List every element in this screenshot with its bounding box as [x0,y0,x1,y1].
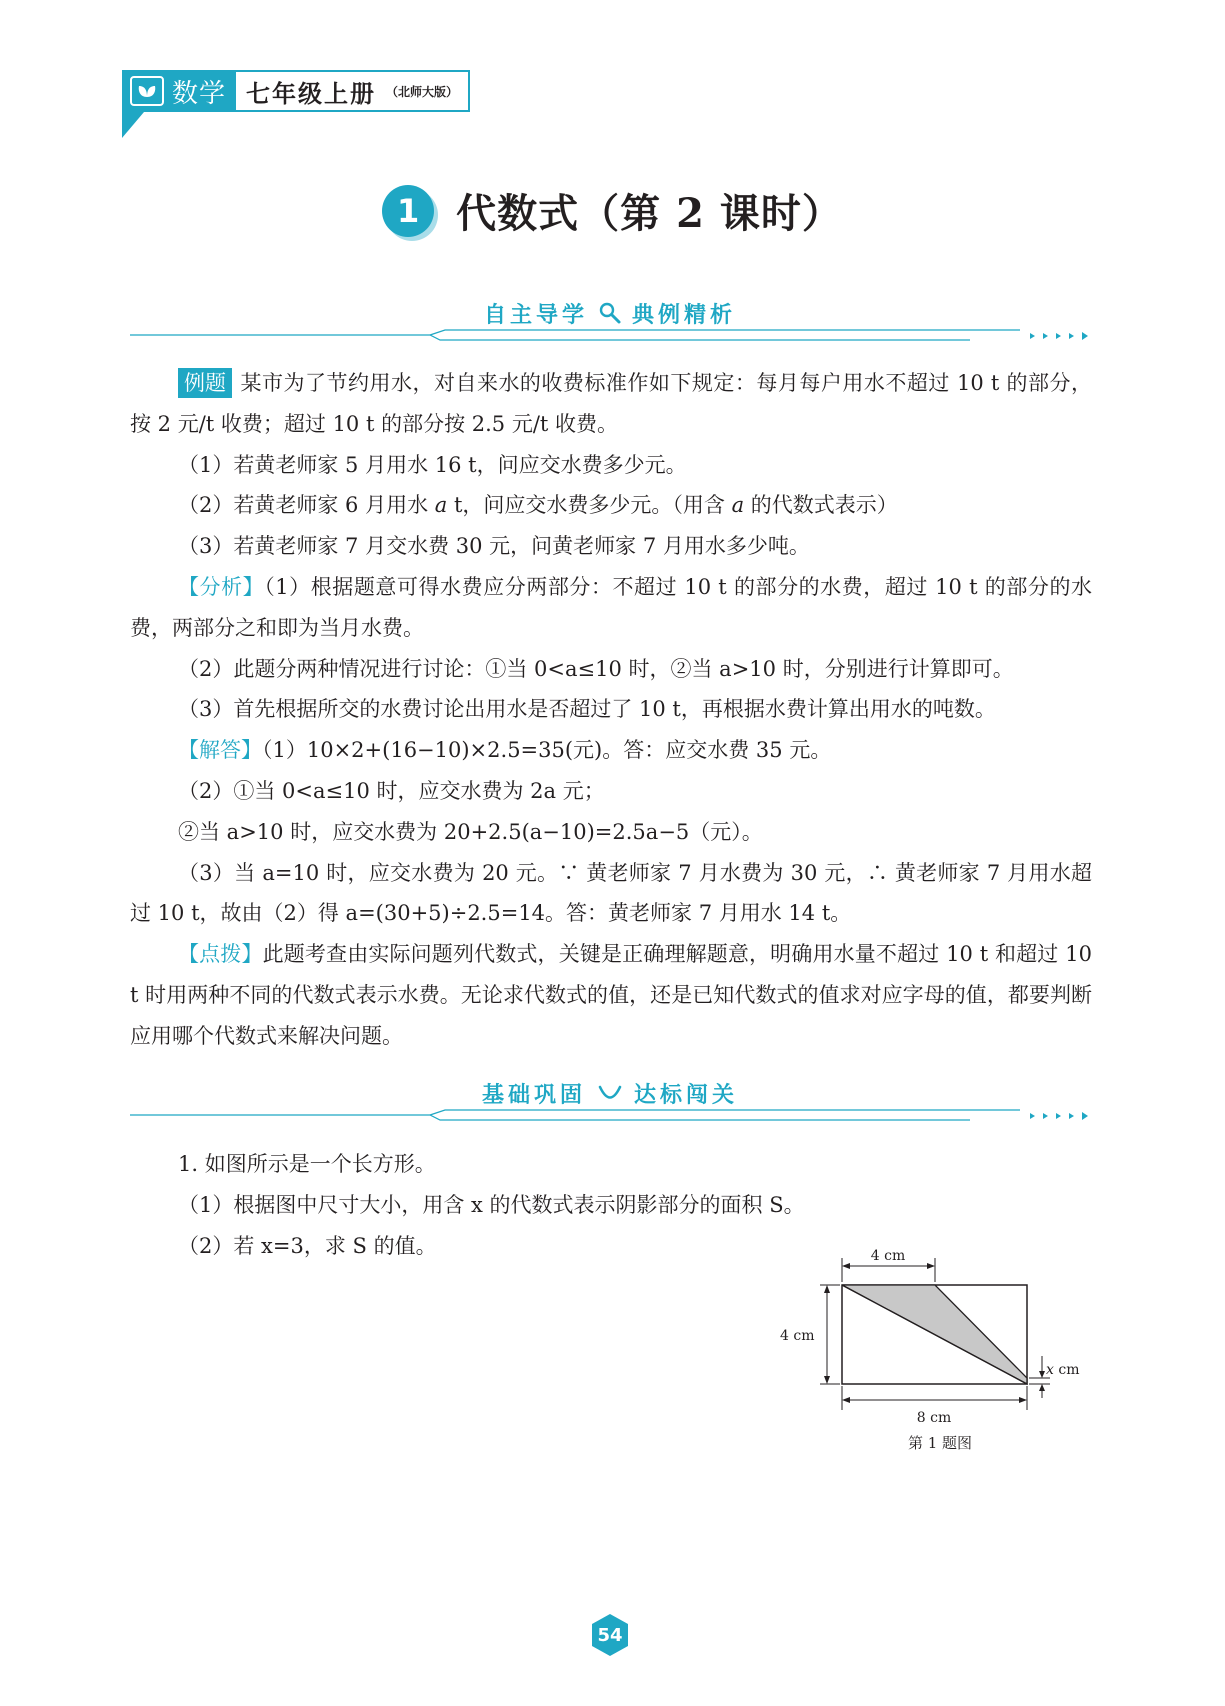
header-edition: （北师大版） [386,84,459,99]
analysis-paragraph-1: 【分析】（1）根据题意可得水费应分两部分：不超过 10 t 的部分的水费，超过 10 t 的部分的水费，两部分之和即为当月水费。 [130,574,1093,640]
smile-icon [596,1082,624,1110]
header-grade: 七年级上册 [246,78,377,108]
solution-paragraph-1: 【解答】（1）10×2+(16−10)×2.5=35(元)。答：应交水费 35 元。 [178,738,832,763]
top-dimension-label: 4 cm [870,1248,906,1264]
header-subject-block [122,70,236,112]
analysis-tag: 【分析】 [178,574,265,599]
section-header-practice [130,1078,1090,1122]
exercise-question: 1. 如图所示是一个长方形。 [178,1152,436,1176]
leaf-icon [130,76,164,106]
section-divider-line [130,328,1090,342]
analysis-paragraph-2: （2）此题分两种情况进行讨论：①当 0<a≤10 时，②当 a>10 时，分别进行计算即可。 [178,656,1014,681]
exercise-subquestion-1: （1）根据图中尺寸大小，用含 x 的代数式表示阴影部分的面积 S。 [178,1192,805,1217]
page-number-text: 54 [597,1624,623,1646]
right-dimension-label: x cm [1046,1362,1080,1378]
figure-caption: 第 1 题图 [907,1434,973,1452]
example-question-3: （3）若黄老师家 7 月交水费 30 元，问黄老师家 7 月用水多少吨。 [178,534,810,559]
section-divider-line [130,1108,1090,1122]
tip-paragraph: 【点拨】此题考查由实际问题列代数式，关键是正确理解题意，明确用水量不超过 10 t 和超过 10 t 时用两种不同的代数式表示水费。无论求代数式的值，还是已知代数式的值求对应字母的值，都要判断应用哪个代数式来解决问题。 [130,942,1093,1048]
rectangle-figure [780,1238,1120,1458]
header-subject: 数学 [172,78,227,109]
solution-paragraph-3: ②当 a>10 时，应交水费为 20+2.5(a−10)=2.5a−5（元）。 [178,819,763,844]
bottom-dimension-label: 8 cm [916,1410,952,1426]
lesson-number-badge: 1 [382,185,434,237]
example-question-2: （2）若黄老师家 6 月用水 a t，问应交水费多少元。（用含 a 的代数式表示） [178,493,898,518]
example-badge: 例题 [178,368,232,398]
example-section [130,363,1092,1057]
example-question-1: （1）若黄老师家 5 月用水 16 t，问应交水费多少元。 [178,452,687,477]
solution-paragraph-2: （2）①当 0<a≤10 时，应交水费为 2a 元； [178,778,605,803]
tip-tag: 【点拨】 [178,942,263,967]
solution-tag: 【解答】 [178,738,262,763]
book-header [122,70,470,112]
section-title-right: 典例精析 [632,303,737,328]
solution-paragraph-4: （3）当 a=10 时，应交水费为 20 元。∵ 黄老师家 7 月水费为 30 元，∴ 黄老师家 7 月用水超过 10 t，故由（2）得 a=(30+5)÷2.5=14。答：黄老师家 7 月用水 14 t。 [130,860,1092,926]
analysis-paragraph-3: （3）首先根据所交的水费讨论出用水是否超过了 10 t，再根据水费计算出用水的吨数。 [178,697,996,722]
lesson-heading [0,182,1225,239]
section-title-left: 自主导学 [483,303,588,328]
exercise-subquestion-2: （2）若 x=3，求 S 的值。 [178,1233,437,1258]
example-stem: 例题 某市为了节约用水，对自来水的收费标准作如下规定：每月每户用水不超过 10 t 的部分，按 2 元/t 收费；超过 10 t 的部分按 2.5 元/t 收费。 [130,363,1092,445]
lesson-title: 代数式（第 2 课时） [456,190,843,237]
section-header-guided-study [130,298,1090,342]
header-tab-tail [122,112,144,138]
section-title-left: 基础巩固 [481,1083,586,1108]
left-dimension-label: 4 cm [780,1328,815,1344]
page-number [590,1613,630,1657]
magnifier-icon [598,301,622,331]
header-book-info [236,70,470,112]
section-title-right: 达标闯关 [634,1083,739,1108]
